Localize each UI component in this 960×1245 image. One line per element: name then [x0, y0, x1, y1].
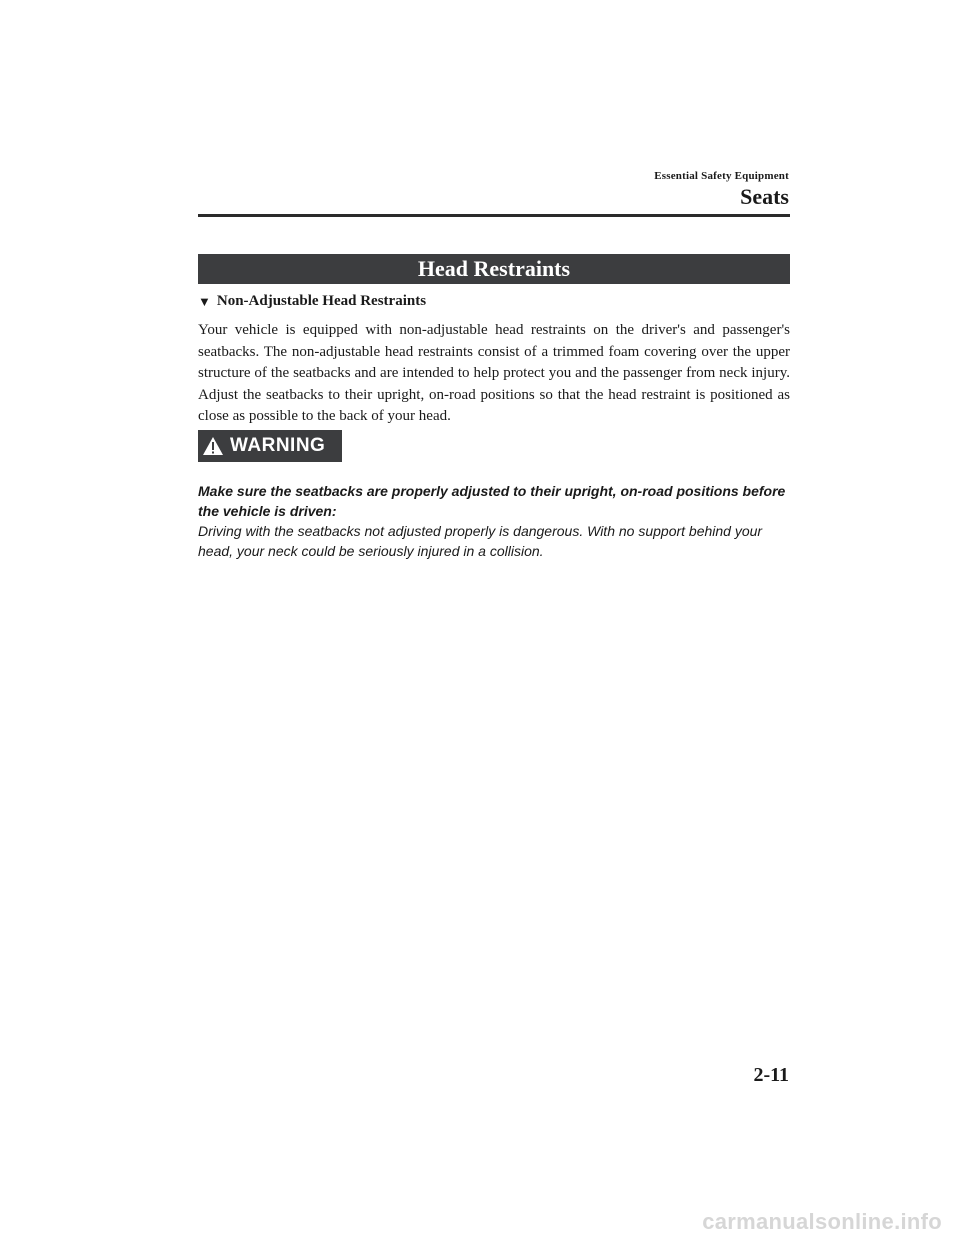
- warning-body: Driving with the seatbacks not adjusted properly is dangerous. With no support behind your head, your neck could be seriously injured in a collision.: [198, 523, 763, 559]
- subheading: [198, 293, 426, 310]
- warning-lead: Make sure the seatbacks are properly adjusted to their upright, on-road positions before the vehicle is driven:: [198, 483, 786, 519]
- chapter-title: Seats: [740, 184, 789, 209]
- page-number: 2-11: [753, 1064, 789, 1086]
- watermark: carmanualsonline.info: [702, 1209, 942, 1234]
- warning-label: WARNING: [230, 435, 326, 456]
- body-paragraph: Your vehicle is equipped with non-adjustable head restraints on the driver's and passenger's seatbacks. The non-adjustable head restraints consist of a trimmed foam covering over the upper structure of the seatbacks and are intended to help protect you and the passenger from neck injury. Adjust the seatbacks to their upright, on-road positions so that the head restraint is positioned as close as possible to the back of your head.: [198, 322, 790, 424]
- page-title: Head Restraints: [417, 256, 571, 281]
- subheading-text: Non-Adjustable Head Restraints: [216, 293, 427, 309]
- title-bar: [198, 254, 790, 284]
- section-label: Essential Safety Equipment: [654, 170, 789, 182]
- triangle-down-icon: ▼: [198, 293, 211, 309]
- exclamation-triangle-icon: [202, 436, 224, 456]
- warning-text: [198, 481, 790, 561]
- header-rule: [198, 214, 790, 217]
- warning-badge: [198, 430, 342, 462]
